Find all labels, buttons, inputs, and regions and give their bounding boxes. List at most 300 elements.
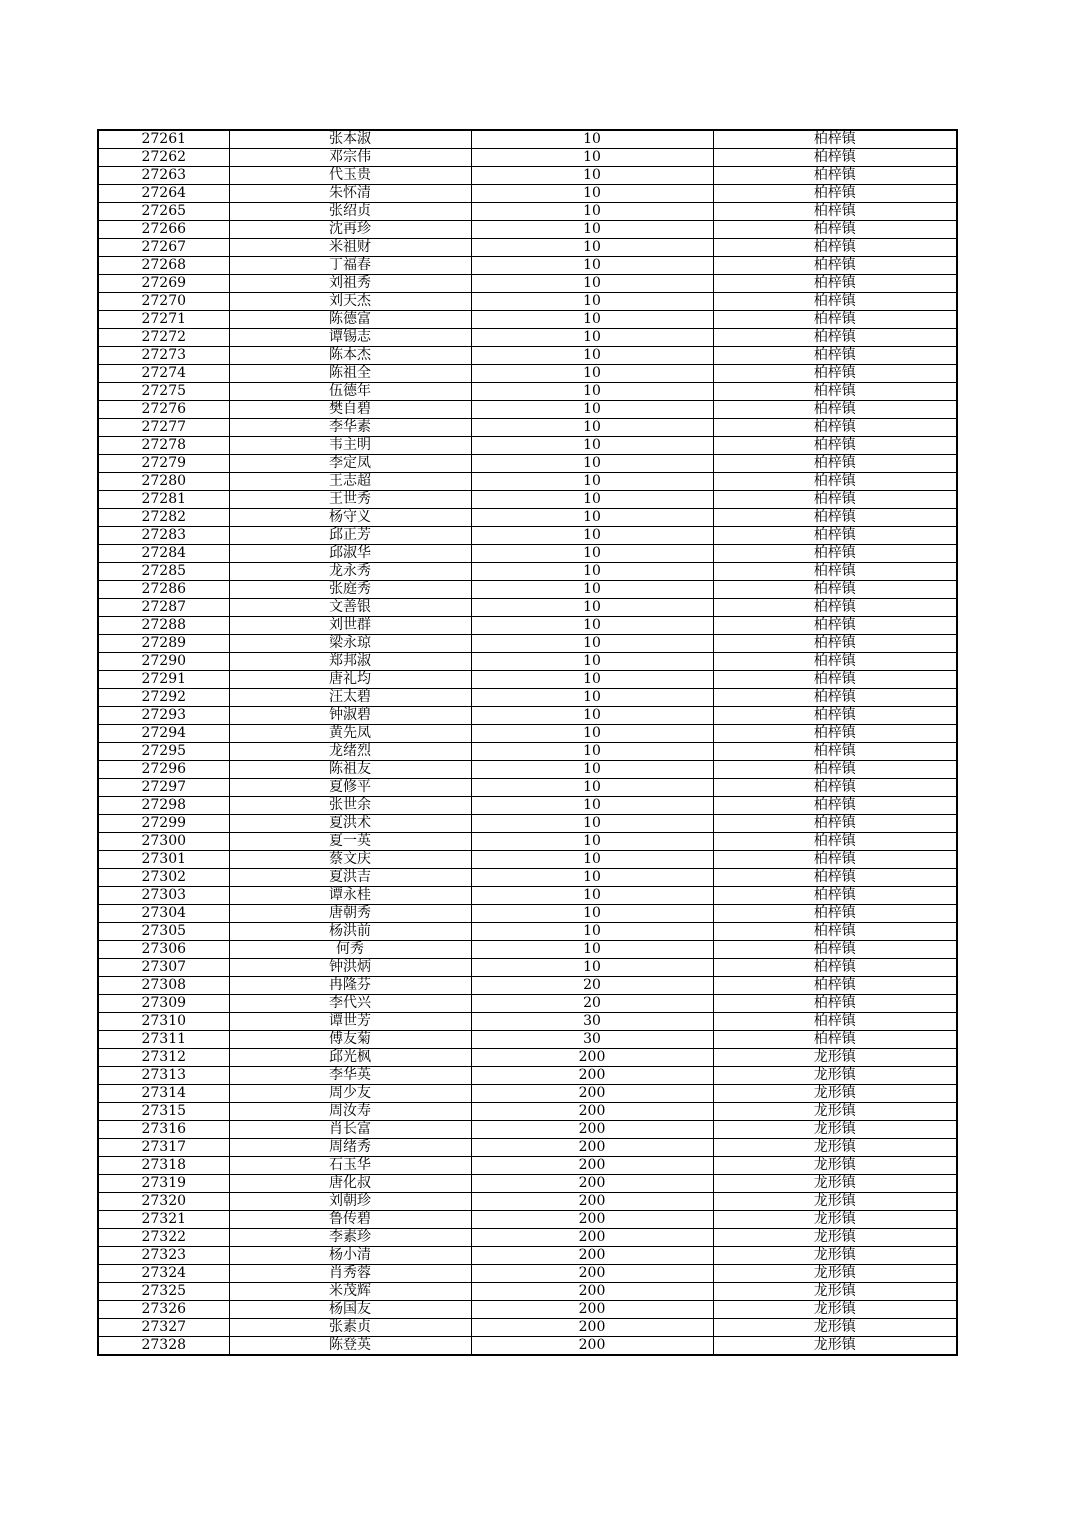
cell-name: 唐礼均 <box>229 671 471 689</box>
cell-amount: 10 <box>471 815 713 833</box>
cell-id: 27275 <box>98 383 229 401</box>
cell-id: 27308 <box>98 977 229 995</box>
cell-amount: 10 <box>471 905 713 923</box>
cell-name: 傅友菊 <box>229 1031 471 1049</box>
cell-id: 27313 <box>98 1067 229 1085</box>
cell-town: 柏梓镇 <box>713 653 957 671</box>
table-row <box>98 149 957 167</box>
cell-name: 冉隆芬 <box>229 977 471 995</box>
table-row <box>98 347 957 365</box>
cell-id: 27280 <box>98 473 229 491</box>
cell-name: 代玉贵 <box>229 167 471 185</box>
cell-amount: 10 <box>471 527 713 545</box>
cell-id: 27312 <box>98 1049 229 1067</box>
table-row <box>98 509 957 527</box>
cell-id: 27323 <box>98 1247 229 1265</box>
table-row <box>98 1013 957 1031</box>
cell-name: 唐朝秀 <box>229 905 471 923</box>
cell-name: 邓宗伟 <box>229 149 471 167</box>
cell-amount: 200 <box>471 1139 713 1157</box>
cell-name: 丁福春 <box>229 257 471 275</box>
cell-name: 邱正芳 <box>229 527 471 545</box>
cell-amount: 10 <box>471 383 713 401</box>
table-row <box>98 473 957 491</box>
table-row <box>98 977 957 995</box>
cell-id: 27293 <box>98 707 229 725</box>
table-row <box>98 1049 957 1067</box>
cell-id: 27295 <box>98 743 229 761</box>
cell-amount: 20 <box>471 995 713 1013</box>
table-row <box>98 617 957 635</box>
cell-amount: 10 <box>471 347 713 365</box>
table-row <box>98 851 957 869</box>
cell-town: 龙形镇 <box>713 1247 957 1265</box>
cell-amount: 10 <box>471 401 713 419</box>
cell-amount: 10 <box>471 311 713 329</box>
cell-town: 柏梓镇 <box>713 329 957 347</box>
table-row <box>98 1085 957 1103</box>
cell-amount: 10 <box>471 617 713 635</box>
cell-town: 柏梓镇 <box>713 689 957 707</box>
table-row <box>98 1031 957 1049</box>
cell-id: 27325 <box>98 1283 229 1301</box>
cell-amount: 10 <box>471 149 713 167</box>
cell-town: 柏梓镇 <box>713 833 957 851</box>
table-row <box>98 905 957 923</box>
cell-id: 27291 <box>98 671 229 689</box>
cell-town: 柏梓镇 <box>713 419 957 437</box>
cell-town: 柏梓镇 <box>713 167 957 185</box>
cell-town: 柏梓镇 <box>713 1031 957 1049</box>
table-row <box>98 1337 957 1356</box>
table-row <box>98 653 957 671</box>
cell-name: 刘朝珍 <box>229 1193 471 1211</box>
cell-amount: 10 <box>471 509 713 527</box>
cell-town: 柏梓镇 <box>713 473 957 491</box>
cell-name: 杨守义 <box>229 509 471 527</box>
table-row <box>98 887 957 905</box>
cell-amount: 10 <box>471 275 713 293</box>
cell-name: 李华英 <box>229 1067 471 1085</box>
cell-id: 27304 <box>98 905 229 923</box>
cell-town: 柏梓镇 <box>713 185 957 203</box>
cell-id: 27262 <box>98 149 229 167</box>
cell-name: 周绪秀 <box>229 1139 471 1157</box>
cell-name: 鲁传碧 <box>229 1211 471 1229</box>
data-table <box>97 129 958 1356</box>
table-row <box>98 1103 957 1121</box>
cell-amount: 30 <box>471 1031 713 1049</box>
cell-id: 27327 <box>98 1319 229 1337</box>
cell-id: 27278 <box>98 437 229 455</box>
cell-town: 龙形镇 <box>713 1139 957 1157</box>
table-row <box>98 1211 957 1229</box>
cell-town: 柏梓镇 <box>713 977 957 995</box>
cell-amount: 10 <box>471 779 713 797</box>
table-row <box>98 275 957 293</box>
cell-amount: 30 <box>471 1013 713 1031</box>
cell-town: 柏梓镇 <box>713 635 957 653</box>
cell-town: 龙形镇 <box>713 1049 957 1067</box>
cell-name: 张素贞 <box>229 1319 471 1337</box>
cell-town: 柏梓镇 <box>713 671 957 689</box>
cell-id: 27263 <box>98 167 229 185</box>
cell-amount: 10 <box>471 203 713 221</box>
cell-amount: 10 <box>471 833 713 851</box>
cell-name: 何秀 <box>229 941 471 959</box>
cell-amount: 10 <box>471 725 713 743</box>
cell-id: 27315 <box>98 1103 229 1121</box>
cell-id: 27277 <box>98 419 229 437</box>
cell-town: 龙形镇 <box>713 1157 957 1175</box>
table-row <box>98 1157 957 1175</box>
cell-id: 27297 <box>98 779 229 797</box>
table-row <box>98 491 957 509</box>
table-row <box>98 869 957 887</box>
cell-id: 27266 <box>98 221 229 239</box>
cell-id: 27283 <box>98 527 229 545</box>
cell-town: 柏梓镇 <box>713 1013 957 1031</box>
cell-name: 蔡文庆 <box>229 851 471 869</box>
cell-town: 柏梓镇 <box>713 401 957 419</box>
cell-id: 27265 <box>98 203 229 221</box>
cell-town: 柏梓镇 <box>713 887 957 905</box>
table-body <box>98 130 957 1355</box>
cell-town: 柏梓镇 <box>713 581 957 599</box>
cell-id: 27281 <box>98 491 229 509</box>
table-row <box>98 365 957 383</box>
cell-id: 27294 <box>98 725 229 743</box>
cell-id: 27287 <box>98 599 229 617</box>
cell-name: 陈祖全 <box>229 365 471 383</box>
cell-name: 周少友 <box>229 1085 471 1103</box>
cell-id: 27268 <box>98 257 229 275</box>
cell-town: 柏梓镇 <box>713 725 957 743</box>
table-row <box>98 329 957 347</box>
cell-town: 柏梓镇 <box>713 995 957 1013</box>
cell-id: 27288 <box>98 617 229 635</box>
cell-name: 樊自碧 <box>229 401 471 419</box>
cell-amount: 10 <box>471 743 713 761</box>
cell-amount: 10 <box>471 581 713 599</box>
cell-name: 钟洪炳 <box>229 959 471 977</box>
cell-amount: 10 <box>471 923 713 941</box>
cell-name: 夏洪吉 <box>229 869 471 887</box>
table-row <box>98 311 957 329</box>
cell-id: 27314 <box>98 1085 229 1103</box>
cell-id: 27307 <box>98 959 229 977</box>
cell-amount: 200 <box>471 1337 713 1356</box>
cell-town: 柏梓镇 <box>713 851 957 869</box>
cell-name: 韦主明 <box>229 437 471 455</box>
cell-town: 柏梓镇 <box>713 869 957 887</box>
cell-town: 柏梓镇 <box>713 311 957 329</box>
cell-name: 汪太碧 <box>229 689 471 707</box>
table-row <box>98 941 957 959</box>
table-row <box>98 1193 957 1211</box>
cell-name: 邱淑华 <box>229 545 471 563</box>
cell-town: 柏梓镇 <box>713 149 957 167</box>
cell-amount: 10 <box>471 941 713 959</box>
cell-id: 27270 <box>98 293 229 311</box>
cell-amount: 20 <box>471 977 713 995</box>
table-row <box>98 1139 957 1157</box>
cell-name: 杨洪前 <box>229 923 471 941</box>
cell-id: 27306 <box>98 941 229 959</box>
cell-amount: 200 <box>471 1157 713 1175</box>
cell-amount: 10 <box>471 797 713 815</box>
cell-town: 柏梓镇 <box>713 293 957 311</box>
cell-name: 谭世芳 <box>229 1013 471 1031</box>
cell-town: 龙形镇 <box>713 1211 957 1229</box>
cell-town: 龙形镇 <box>713 1121 957 1139</box>
cell-id: 27317 <box>98 1139 229 1157</box>
cell-amount: 10 <box>471 491 713 509</box>
table-row <box>98 923 957 941</box>
cell-id: 27318 <box>98 1157 229 1175</box>
cell-town: 柏梓镇 <box>713 779 957 797</box>
cell-name: 刘天杰 <box>229 293 471 311</box>
cell-id: 27261 <box>98 130 229 149</box>
cell-name: 石玉华 <box>229 1157 471 1175</box>
table-row <box>98 635 957 653</box>
cell-id: 27289 <box>98 635 229 653</box>
cell-town: 龙形镇 <box>713 1337 957 1356</box>
cell-id: 27298 <box>98 797 229 815</box>
cell-name: 张世余 <box>229 797 471 815</box>
cell-name: 谭永桂 <box>229 887 471 905</box>
cell-name: 杨小清 <box>229 1247 471 1265</box>
cell-id: 27319 <box>98 1175 229 1193</box>
cell-name: 文善银 <box>229 599 471 617</box>
cell-id: 27269 <box>98 275 229 293</box>
cell-id: 27272 <box>98 329 229 347</box>
cell-name: 李华素 <box>229 419 471 437</box>
cell-amount: 200 <box>471 1103 713 1121</box>
table-row <box>98 257 957 275</box>
cell-name: 沈再珍 <box>229 221 471 239</box>
cell-name: 李定凤 <box>229 455 471 473</box>
cell-town: 柏梓镇 <box>713 563 957 581</box>
cell-town: 柏梓镇 <box>713 527 957 545</box>
cell-town: 龙形镇 <box>713 1283 957 1301</box>
cell-id: 27324 <box>98 1265 229 1283</box>
cell-amount: 200 <box>471 1211 713 1229</box>
cell-town: 柏梓镇 <box>713 599 957 617</box>
table-row <box>98 1301 957 1319</box>
cell-name: 米祖财 <box>229 239 471 257</box>
table-row <box>98 815 957 833</box>
table-row <box>98 761 957 779</box>
table-row <box>98 1121 957 1139</box>
cell-amount: 200 <box>471 1265 713 1283</box>
cell-town: 柏梓镇 <box>713 221 957 239</box>
table-row <box>98 833 957 851</box>
cell-amount: 10 <box>471 689 713 707</box>
cell-town: 柏梓镇 <box>713 203 957 221</box>
cell-id: 27316 <box>98 1121 229 1139</box>
cell-town: 柏梓镇 <box>713 959 957 977</box>
table-row <box>98 743 957 761</box>
table-row <box>98 455 957 473</box>
cell-name: 陈本杰 <box>229 347 471 365</box>
cell-name: 夏一英 <box>229 833 471 851</box>
cell-name: 李素珍 <box>229 1229 471 1247</box>
cell-amount: 10 <box>471 887 713 905</box>
cell-name: 郑邦淑 <box>229 653 471 671</box>
cell-amount: 10 <box>471 130 713 149</box>
cell-id: 27284 <box>98 545 229 563</box>
cell-town: 柏梓镇 <box>713 347 957 365</box>
cell-town: 柏梓镇 <box>713 275 957 293</box>
cell-id: 27271 <box>98 311 229 329</box>
cell-id: 27328 <box>98 1337 229 1356</box>
table-row <box>98 293 957 311</box>
table-row <box>98 1319 957 1337</box>
cell-name: 王世秀 <box>229 491 471 509</box>
table-row <box>98 563 957 581</box>
cell-town: 柏梓镇 <box>713 365 957 383</box>
cell-amount: 10 <box>471 761 713 779</box>
cell-amount: 10 <box>471 419 713 437</box>
cell-id: 27296 <box>98 761 229 779</box>
table-row <box>98 995 957 1013</box>
table-row <box>98 401 957 419</box>
table-row <box>98 1283 957 1301</box>
cell-town: 柏梓镇 <box>713 797 957 815</box>
cell-id: 27310 <box>98 1013 229 1031</box>
cell-id: 27320 <box>98 1193 229 1211</box>
cell-amount: 10 <box>471 563 713 581</box>
table-row <box>98 130 957 149</box>
table-row <box>98 1229 957 1247</box>
cell-town: 柏梓镇 <box>713 383 957 401</box>
cell-town: 柏梓镇 <box>713 617 957 635</box>
table-row <box>98 959 957 977</box>
cell-amount: 200 <box>471 1121 713 1139</box>
cell-name: 谭锡志 <box>229 329 471 347</box>
table-row <box>98 599 957 617</box>
cell-name: 张庭秀 <box>229 581 471 599</box>
cell-town: 柏梓镇 <box>713 815 957 833</box>
cell-id: 27274 <box>98 365 229 383</box>
cell-name: 唐化叔 <box>229 1175 471 1193</box>
cell-id: 27326 <box>98 1301 229 1319</box>
cell-amount: 200 <box>471 1283 713 1301</box>
cell-town: 柏梓镇 <box>713 743 957 761</box>
cell-id: 27305 <box>98 923 229 941</box>
cell-amount: 10 <box>471 599 713 617</box>
cell-town: 龙形镇 <box>713 1265 957 1283</box>
cell-id: 27301 <box>98 851 229 869</box>
table-row <box>98 239 957 257</box>
cell-name: 陈祖友 <box>229 761 471 779</box>
cell-town: 龙形镇 <box>713 1067 957 1085</box>
cell-name: 黄先凤 <box>229 725 471 743</box>
cell-amount: 10 <box>471 959 713 977</box>
cell-town: 龙形镇 <box>713 1085 957 1103</box>
cell-town: 龙形镇 <box>713 1229 957 1247</box>
cell-town: 龙形镇 <box>713 1301 957 1319</box>
cell-id: 27311 <box>98 1031 229 1049</box>
cell-name: 张绍贞 <box>229 203 471 221</box>
cell-name: 刘世群 <box>229 617 471 635</box>
cell-id: 27321 <box>98 1211 229 1229</box>
cell-town: 柏梓镇 <box>713 941 957 959</box>
table-row <box>98 419 957 437</box>
cell-id: 27309 <box>98 995 229 1013</box>
cell-amount: 200 <box>471 1247 713 1265</box>
cell-name: 王志超 <box>229 473 471 491</box>
cell-town: 龙形镇 <box>713 1175 957 1193</box>
cell-amount: 10 <box>471 671 713 689</box>
cell-amount: 10 <box>471 455 713 473</box>
cell-town: 柏梓镇 <box>713 905 957 923</box>
cell-id: 27282 <box>98 509 229 527</box>
table-row <box>98 581 957 599</box>
cell-amount: 10 <box>471 437 713 455</box>
table-row <box>98 167 957 185</box>
table-row <box>98 203 957 221</box>
cell-amount: 10 <box>471 635 713 653</box>
table-row <box>98 383 957 401</box>
cell-id: 27290 <box>98 653 229 671</box>
cell-amount: 10 <box>471 365 713 383</box>
cell-name: 邱光枫 <box>229 1049 471 1067</box>
cell-amount: 200 <box>471 1301 713 1319</box>
cell-name: 陈德富 <box>229 311 471 329</box>
cell-id: 27264 <box>98 185 229 203</box>
cell-amount: 200 <box>471 1319 713 1337</box>
cell-id: 27267 <box>98 239 229 257</box>
cell-id: 27302 <box>98 869 229 887</box>
cell-town: 柏梓镇 <box>713 257 957 275</box>
cell-name: 龙绪烈 <box>229 743 471 761</box>
table-row <box>98 221 957 239</box>
cell-amount: 200 <box>471 1175 713 1193</box>
cell-amount: 10 <box>471 185 713 203</box>
cell-town: 柏梓镇 <box>713 707 957 725</box>
cell-name: 陈登英 <box>229 1337 471 1356</box>
cell-amount: 200 <box>471 1067 713 1085</box>
cell-town: 柏梓镇 <box>713 437 957 455</box>
cell-town: 龙形镇 <box>713 1319 957 1337</box>
table-row <box>98 545 957 563</box>
cell-town: 柏梓镇 <box>713 509 957 527</box>
cell-amount: 200 <box>471 1193 713 1211</box>
cell-amount: 10 <box>471 221 713 239</box>
cell-amount: 10 <box>471 653 713 671</box>
cell-amount: 200 <box>471 1229 713 1247</box>
cell-name: 李代兴 <box>229 995 471 1013</box>
cell-amount: 10 <box>471 545 713 563</box>
cell-town: 柏梓镇 <box>713 239 957 257</box>
cell-town: 龙形镇 <box>713 1193 957 1211</box>
cell-id: 27276 <box>98 401 229 419</box>
cell-amount: 200 <box>471 1049 713 1067</box>
table-row <box>98 707 957 725</box>
cell-name: 刘祖秀 <box>229 275 471 293</box>
cell-town: 柏梓镇 <box>713 455 957 473</box>
cell-amount: 10 <box>471 707 713 725</box>
table-row <box>98 185 957 203</box>
cell-id: 27322 <box>98 1229 229 1247</box>
cell-amount: 10 <box>471 851 713 869</box>
table-row <box>98 779 957 797</box>
cell-amount: 200 <box>471 1085 713 1103</box>
table-row <box>98 797 957 815</box>
cell-name: 肖秀蓉 <box>229 1265 471 1283</box>
